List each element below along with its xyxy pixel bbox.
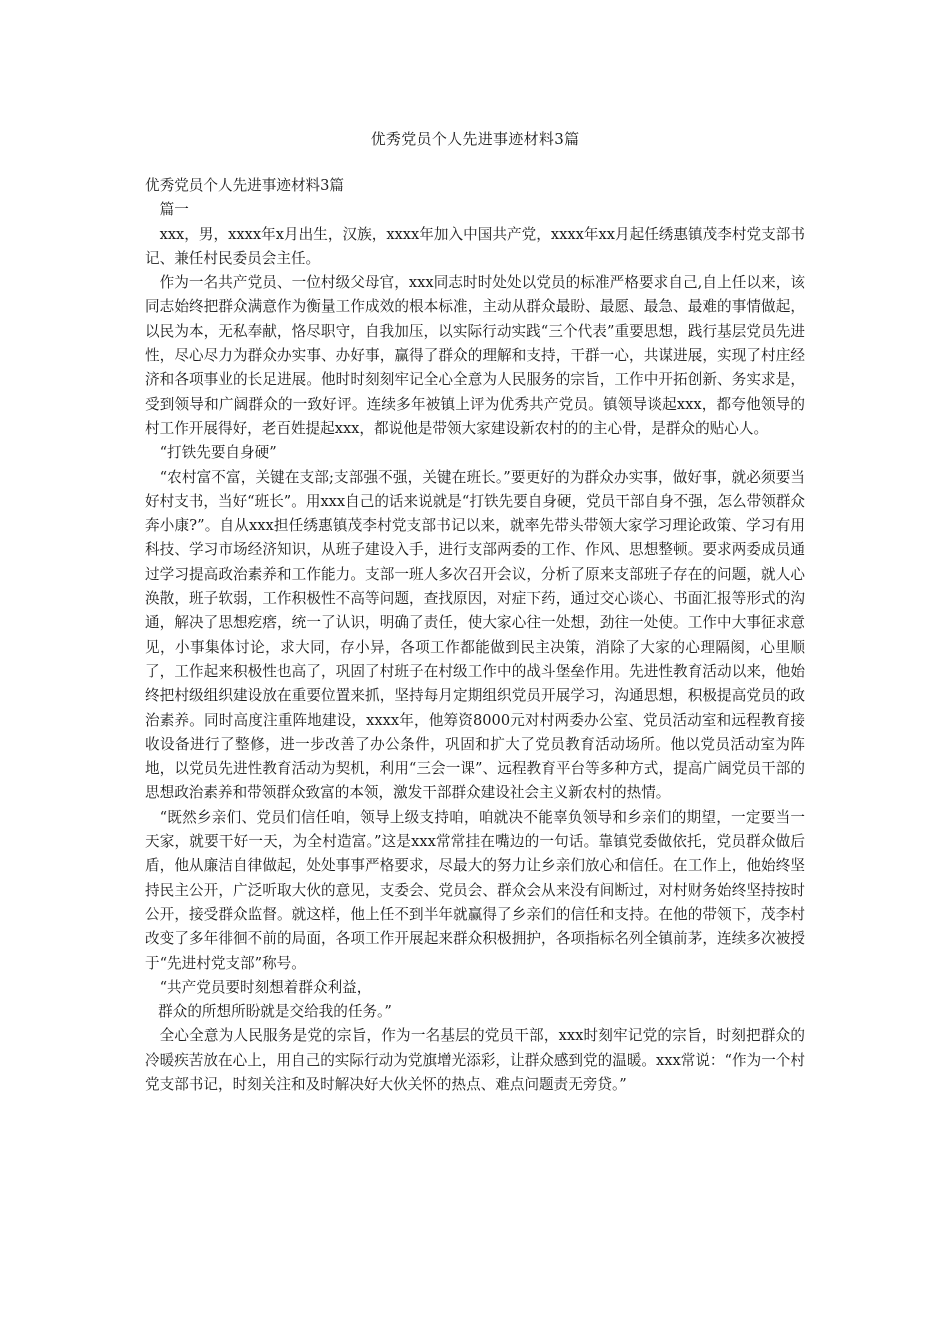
document-body xyxy=(145,174,805,1097)
paragraph: xxx，男，xxxx年x月出生，汉族，xxxx年加入中国共产党，xxxx年xx月起任绣惠镇茂李村党支部书记、兼任村民委员会主任。 xyxy=(145,225,805,267)
paragraph: “既然乡亲们、党员们信任咱，领导上级支持咱，咱就决不能辜负领导和乡亲们的期望，一定要当一天家，就要干好一天，为全村造富。”这是xxx常常挂在嘴边的一句话。靠镇党委做依托，党员群众做后盾，他从廉洁自律做起，处处事事严格要求，尽最大的努力让乡亲们放心和信任。在工作上，他始终坚持民主公开，广泛听取大伙的意见，支委会、党员会、群众会从来没有间断过，对村财务始终坚持按时公开，接受群众监督。就这样，他上任不到半年就赢得了乡亲们的信任和支持。在他的带领下，茂李村改变了多年徘徊不前的局面，各项工作开展起来群众积极拥护，各项指标名列全镇前茅，连续多次被授于“先进村党支部”称号。 xyxy=(145,808,805,972)
paragraph: 作为一名共产党员、一位村级父母官，xxx同志时时处处以党员的标准严格要求自己,自上任以来，该同志始终把群众满意作为衡量工作成效的根本标准，主动从群众最盼、最愿、最急、最难的事情做起，以民为本，无私奉献，恪尽职守，自我加压，以实际行动实践“三个代表”重要思想，践行基层党员先进性，尽心尽力为群众办实事、办好事，赢得了群众的理解和支持，干群一心，共谋进展，实现了村庄经济和各项事业的长足进展。他时时刻刻牢记全心全意为人民服务的宗旨，工作中开拓创新、务实求是，受到领导和广阔群众的一致好评。连续多年被镇上评为优秀共产党员。镇领导谈起xxx，都夸他领导的村工作开展得好，老百姓提起xxx，都说他是带领大家建设新农村的的主心骨，是群众的贴心人。 xyxy=(145,274,805,437)
paragraph: 全心全意为人民服务是党的宗旨，作为一名基层的党员干部，xxx时刻牢记党的宗旨，时刻把群众的冷暖疾苦放在心上，用自己的实际行动为党旗增光添彩，让群众感到党的温暖。xxx常说：“作为一个村党支部书记，时刻关注和及时解决好大伙关怀的热点、难点问题责无旁贷。” xyxy=(145,1027,805,1093)
body-subtitle: 优秀党员个人先进事迹材料3篇 xyxy=(145,177,345,194)
paragraph: “农村富不富，关键在支部;支部强不强，关键在班长。”要更好的为群众办实事，做好事，就必须要当好村支书，当好“班长”。用xxx自己的话来说就是“打铁先要自身硬，党员干部自身不强，怎么带领群众奔小康?”。自从xxx担任绣惠镇茂李村党支部书记以来，就率先带头带领大家学习理论政策、学习有用科技、学习市场经济知识，从班子建设入手，进行支部两委的工作、作风、思想整顿。要求两委成员通过学习提高政治素养和工作能力。支部一班人多次召开会议，分析了原来支部班子存在的问题，就人心涣散，班子软弱，工作积极性不高等问题，查找原因，对症下药，通过交心谈心、书面汇报等形式的沟通，解决了思想疙瘩，统一了认识，明确了责任，使大家心往一处想，劲往一处使。工作中大事征求意见，小事集体讨论，求大同，存小异，各项工作都能做到民主决策，消除了大家的心理隔阂，心里顺了，工作起来积极性也高了，巩固了村班子在村级工作中的战斗堡垒作用。先进性教育活动以来，他始终把村级组织建设放在重要位置来抓，坚持每月定期组织党员开展学习，沟通思想，积极提高党员的政治素养。同时高度注重阵地建设，xxxx年，他筹资8000元对村两委办公室、党员活动室和远程教育接收设备进行了整修，进一步改善了办公条件，巩固和扩大了党员教育活动场所。他以党员活动室为阵地，以党员先进性教育活动为契机，利用“三会一课”、远程教育平台等多种方式，提高广阔党员干部的思想政治素养和带领群众致富的本领，激发干部群众建设社会主义新农村的热情。 xyxy=(145,468,806,802)
section-heading: 篇一 xyxy=(159,201,189,219)
section-heading: “打铁先要自身硬” xyxy=(159,444,277,462)
section-heading: 群众的所想所盼就是交给我的任务。” xyxy=(158,1003,392,1021)
section-heading: “共产党员要时刻想着群众利益， xyxy=(159,978,372,996)
document-title: 优秀党员个人先进事迹材料3篇 xyxy=(370,130,580,148)
